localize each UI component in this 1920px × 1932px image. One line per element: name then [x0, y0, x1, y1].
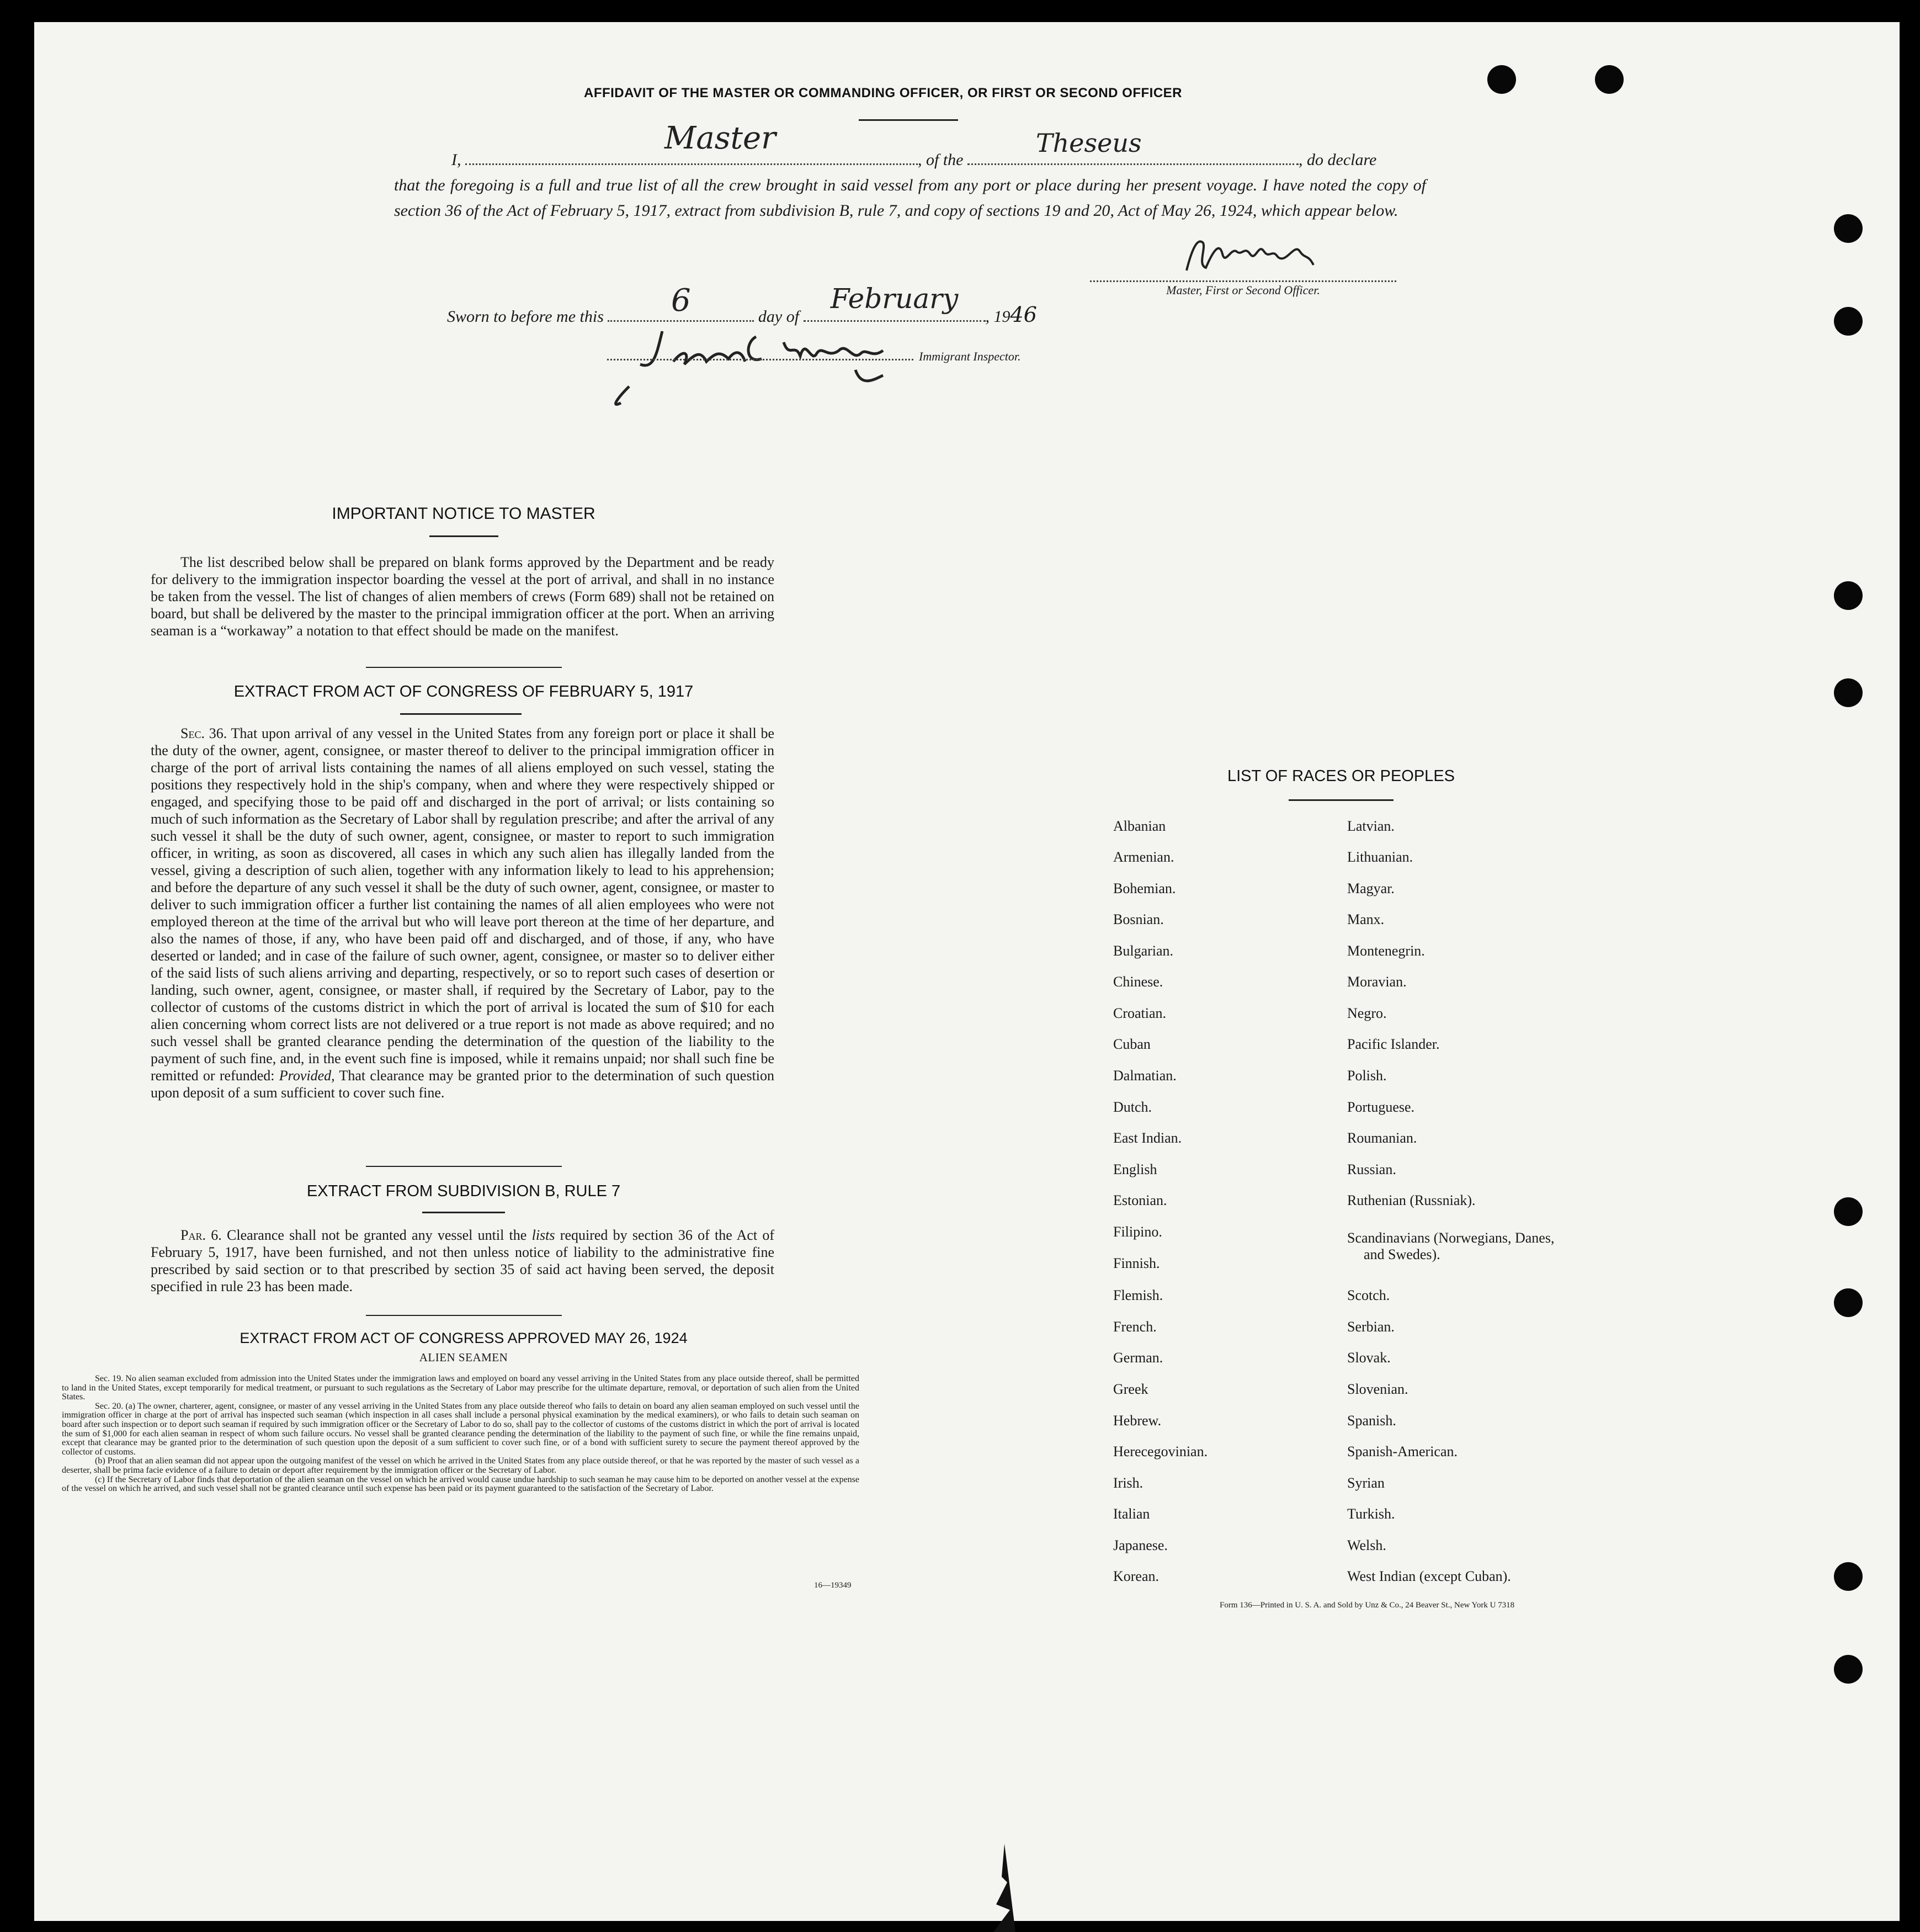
- race-item: Russian.: [1347, 1161, 1396, 1177]
- race-item: Negro.: [1347, 1005, 1387, 1021]
- name-field: [465, 120, 918, 165]
- race-item: Montenegrin.: [1347, 943, 1425, 959]
- rule7-title: EXTRACT FROM SUBDIVISION B, RULE 7: [306, 1182, 621, 1200]
- rule7-text-b: required by section 36 of the Act of February 5, 1917, have been furnished, and not then unless notice of liability to the administrative fine prescribed by said section or to that prescribed by section 35 of said act having been served, the deposit specified in rule 23 has been made.: [151, 1227, 775, 1294]
- race-item: West Indian (except Cuban).: [1347, 1568, 1511, 1584]
- race-item: Armenian.: [1113, 849, 1174, 865]
- race-item: Slovak.: [1347, 1350, 1391, 1366]
- divider: [400, 713, 522, 715]
- act1924-title: EXTRACT FROM ACT OF CONGRESS APPROVED MAY 26, 1924: [240, 1330, 688, 1346]
- divider: [422, 1212, 505, 1213]
- punch-hole: [1595, 65, 1624, 94]
- year-prefix: , 19: [985, 307, 1010, 326]
- affidavit-statement: [394, 120, 1426, 224]
- sec20a-text: Sec. 20. (a) The owner, charterer, agent, consignee, or master of any vessel arriving in the United States from any place outside thereof who fails to detain on board any alien seaman employed on such vessel until the immigration officer in charge at the port of arrival has inspected such seaman (which inspection in all cases shall include a personal physical examination by the medical examiners), or who fails to detain such seaman on board after such inspection or to deport such seaman if required by such immigration officer or the Secretary of Labor to do so, shall pay to the collector of customs of the customs district in which the port of arrival is located the sum of $1,000 for each alien seaman in respect of whom such failure occurs. No vessel shall be granted clearance pending the determination of the liability to the payment of such fine, or while the fine remains unpaid, except that clearance may be granted prior to the determination of such question upon the deposit of a sum sufficient to cover such fine, or of a bond with sufficient surety to secure the payment thereof approved by the collector of customs.: [62, 1401, 859, 1457]
- race-item: German.: [1113, 1350, 1163, 1366]
- act1924-text: [62, 1374, 859, 1494]
- sworn-prefix: Sworn to before me this: [447, 307, 604, 326]
- divider: [429, 535, 498, 537]
- vessel-handwritten: Theseus: [1036, 128, 1142, 158]
- sec19-text: Sec. 19. No alien seaman excluded from admission into the United States under the immigration laws and employed on board any vessel arriving in the United States from any place outside thereof, shall be permitted to land in the United States, except temporarily for medical treatment, or pursuant to such regulations as the Secretary of Labor may prescribe for the ultimate departure, removal, or deportation of such alien from the United States.: [62, 1374, 859, 1402]
- race-item: Syrian: [1347, 1475, 1385, 1491]
- race-item: Serbian.: [1347, 1319, 1395, 1335]
- affidavit-pronoun: I,: [451, 151, 461, 169]
- race-item: Japanese.: [1113, 1537, 1168, 1553]
- lists-word: lists: [531, 1227, 555, 1243]
- act1924-subtitle: ALIEN SEAMEN: [419, 1351, 508, 1364]
- vessel-field: [967, 128, 1299, 165]
- day-of-label: day of: [758, 307, 800, 326]
- race-item: Turkish.: [1347, 1506, 1395, 1522]
- race-item: Albanian: [1113, 818, 1166, 834]
- races-title: LIST OF RACES OR PEOPLES: [1227, 767, 1455, 785]
- page-tear-mark: [988, 1844, 1021, 1932]
- punch-hole: [1834, 1288, 1863, 1317]
- race-item: Hebrew.: [1113, 1413, 1162, 1429]
- race-item: Spanish.: [1347, 1413, 1396, 1429]
- inspector-signature-line: [607, 359, 913, 360]
- notice-title: IMPORTANT NOTICE TO MASTER: [332, 505, 595, 523]
- rule7-text: [151, 1227, 774, 1295]
- provided-word: Provided,: [279, 1068, 335, 1084]
- sec20c-text: (c) If the Secretary of Labor finds that deportation of the alien seaman on the vessel on which he arrived would cause undue hardship to such seaman he may cause him to be deported on another vessel at the expense of the vessel on which he arrived, and such vessel shall not be granted clearance until such expense has been paid or its payment guaranteed to the satisfaction of the Secretary of Labor.: [62, 1474, 859, 1494]
- act1917-text: [151, 725, 774, 1101]
- race-item: Chinese.: [1113, 974, 1163, 990]
- race-item: Bulgarian.: [1113, 943, 1174, 959]
- race-item: Cuban: [1113, 1036, 1151, 1052]
- race-item: Italian: [1113, 1506, 1150, 1522]
- rule7-text-a: Clearance shall not be granted any vessel until the: [227, 1227, 527, 1243]
- divider: [366, 1315, 562, 1316]
- divider: [1289, 799, 1394, 801]
- race-item: Scandinavians (Norwegians, Danes, and Swedes).: [1347, 1230, 1555, 1262]
- race-item: Roumanian.: [1347, 1130, 1417, 1146]
- sec36-text-end: That clearance may be granted prior to the determination of such question upon deposit of a sum sufficient to cover such fine.: [151, 1068, 775, 1101]
- race-item: East Indian.: [1113, 1130, 1182, 1146]
- punch-hole: [1834, 214, 1863, 243]
- race-item: Finnish.: [1113, 1255, 1160, 1271]
- race-item: Spanish-American.: [1347, 1443, 1458, 1459]
- race-item: Magyar.: [1347, 880, 1395, 896]
- race-item: Latvian.: [1347, 818, 1395, 834]
- race-item: Dutch.: [1113, 1099, 1152, 1115]
- divider: [366, 667, 562, 668]
- race-item: Filipino.: [1113, 1224, 1162, 1240]
- affidavit-body: that the foregoing is a full and true list of all the crew brought in said vessel from any port or place during her present voyage. I have noted the copy of section 36 of the Act of February 5, 1917, extract from subdivision B, rule 7, and copy of sections 19 and 20, Act of May 26, 1924, which appear below.: [394, 176, 1426, 220]
- race-item: Korean.: [1113, 1568, 1160, 1584]
- affidavit-title: AFFIDAVIT OF THE MASTER OR COMMANDING OFFICER, OR FIRST OR SECOND OFFICER: [583, 86, 1183, 100]
- race-item: Pacific Islander.: [1347, 1036, 1440, 1052]
- declare-label: , do declare: [1299, 151, 1377, 169]
- race-item: Manx.: [1347, 911, 1385, 927]
- punch-hole: [1834, 1562, 1863, 1591]
- month-handwritten: February: [830, 283, 959, 315]
- printer-footer: Form 136—Printed in U. S. A. and Sold by Unz & Co., 24 Beaver St., New York U 7318: [1220, 1601, 1515, 1610]
- punch-hole: [1834, 678, 1863, 707]
- divider: [366, 1166, 562, 1167]
- punch-hole: [1834, 307, 1863, 336]
- year-handwritten: 46: [1010, 302, 1037, 327]
- sec20b-text: (b) Proof that an alien seaman did not appear upon the outgoing manifest of the vessel on which he arrived in the United States from any place outside thereof, or that he was reported by the master of such vessel as a deserter, shall be prima facie evidence of a failure to detain or deport after requirement by the immigration officer or the Secretary of Labor.: [62, 1456, 859, 1475]
- name-handwritten: Master: [664, 120, 776, 156]
- day-handwritten: 6: [671, 283, 691, 319]
- form-code: 16—19349: [814, 1581, 852, 1590]
- race-item: Dalmatian.: [1113, 1068, 1177, 1084]
- race-item: Ruthenian (Russniak).: [1347, 1192, 1476, 1208]
- sec36-label: Sec. 36.: [180, 725, 227, 741]
- race-item: Estonian.: [1113, 1192, 1167, 1208]
- race-item: Flemish.: [1113, 1287, 1163, 1303]
- race-item: English: [1113, 1161, 1157, 1177]
- race-item: Lithuanian.: [1347, 849, 1413, 865]
- act1917-title: EXTRACT FROM ACT OF CONGRESS OF FEBRUARY 5, 1917: [233, 683, 694, 700]
- race-item: Scotch.: [1347, 1287, 1390, 1303]
- notice-paragraph: The list described below shall be prepared on blank forms approved by the Department and be ready for delivery to the immigration inspector boarding the vessel at the port of arrival, and shall in no instance be taken from the vessel. The list of changes of alien members of crews (Form 689) shall not be retained on board, but shall be delivered by the master to the principal immigration officer at the port. When an arriving seaman is a “workaway” a notation to that effect should be made on the manifest.: [151, 554, 774, 639]
- race-item: Bosnian.: [1113, 911, 1164, 927]
- inspector-signature: [596, 320, 927, 414]
- sec36-text: That upon arrival of any vessel in the United States from any foreign port or place it shall be the duty of the owner, agent, consignee, or master thereof to deliver to the principal immigration officer in charge of the port of arrival lists containing the names of all aliens employed on such vessel, stating the positions they respectively hold in the ship's company, when and where they were respectively shipped or engaged, and specifying those to be paid off and discharged in the port of arrival; or lists containing so much of such information as the Secretary of Labor shall by regulation prescribe; and after the arrival of any such vessel it shall be the duty of such owner, agent, consignee, or master to report to such immigration officer, in writing, as soon as discovered, all cases in which any such alien has illegally landed from the vessel, giving a description of such alien, together with any information likely to lead to his apprehension; and before the departure of any such vessel it shall be the duty of such owner, agent, consignee, or master to deliver to such immigration officer a further list containing the names of all alien employees who were not employed thereon at the time of the arrival but who will leave port thereon at the time of her departure, and also the names of those, if any, who have been paid off and discharged, and of those, if any, who have deserted or landed; and in case of the failure of such owner, agent, consignee, or master so to deliver either of the said lists of such aliens arriving and departing, respectively, or so to report such cases of desertion or landing, such owner, agent, consignee, or master shall, if required by the Secretary of Labor, pay to the collector of customs of the customs district in which the port of arrival is located the sum of $10 for each alien concerning whom correct lists are not delivered or a true report is not made as above required; and no such vessel shall be granted clearance pending the determination of the question of the liability to the payment of such fine, and, in the event such fine is imposed, while it remains unpaid; nor shall such fine be remitted or refunded:: [151, 725, 774, 1084]
- month-field: [804, 283, 986, 322]
- race-item: Croatian.: [1113, 1005, 1167, 1021]
- race-item: Slovenian.: [1347, 1381, 1408, 1397]
- punch-hole: [1834, 581, 1863, 610]
- race-item: French.: [1113, 1319, 1157, 1335]
- race-item: Welsh.: [1347, 1537, 1386, 1553]
- race-item: Irish.: [1113, 1475, 1144, 1491]
- day-field: [608, 283, 754, 322]
- divider: [859, 119, 958, 121]
- inspector-caption: Immigrant Inspector.: [919, 349, 1021, 363]
- master-signature: [1176, 232, 1319, 282]
- notice-text: [151, 554, 774, 639]
- officer-signature-line: [1090, 280, 1396, 282]
- race-item: Moravian.: [1347, 974, 1407, 990]
- punch-hole: [1834, 1655, 1863, 1684]
- race-item: Portuguese.: [1347, 1099, 1415, 1115]
- punch-hole: [1834, 1197, 1863, 1226]
- of-the-label: , of the: [918, 151, 964, 169]
- officer-caption: Master, First or Second Officer.: [1166, 283, 1320, 297]
- race-item: Bohemian.: [1113, 880, 1176, 896]
- race-item: Greek: [1113, 1381, 1148, 1397]
- punch-hole: [1487, 65, 1516, 94]
- par6-label: Par. 6.: [180, 1227, 222, 1243]
- race-item: Polish.: [1347, 1068, 1387, 1084]
- race-item: Herecegovinian.: [1113, 1443, 1208, 1459]
